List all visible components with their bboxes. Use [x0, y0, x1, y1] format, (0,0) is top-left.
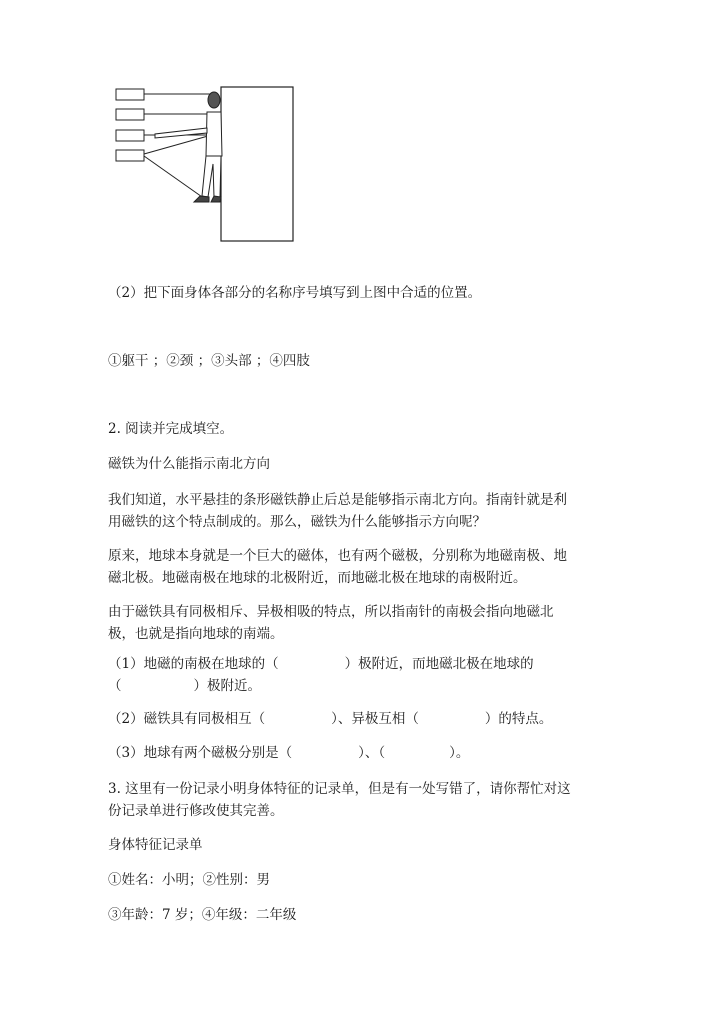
q3-title: 身体特征记录单 [108, 837, 203, 853]
q2-para3-line1: 由于磁铁具有同极相斥、异极相吸的特点，所以指南针的南极会指向地磁北 [108, 604, 554, 620]
q2-blank3-line [108, 742, 469, 764]
q2-para3-line2: 极，也就是指向地球的南端。 [108, 626, 284, 642]
body-diagram-svg [110, 84, 300, 244]
q1-instruction: （2）把下面身体各部分的名称序号填写到上图中合适的位置。 [108, 285, 482, 301]
blank1-d: ）极附近。 [193, 678, 261, 694]
q2-para1-line2: 用磁铁的这个特点制成的。那么，磁铁为什么能够指示方向呢？ [108, 514, 486, 530]
q2-title: 磁铁为什么能指示南北方向 [108, 456, 270, 472]
q2-para1-line1: 我们知道，水平悬挂的条形磁铁静止后总是能够指示南北方向。指南针就是利 [108, 492, 567, 508]
body-diagram-figure [110, 84, 300, 244]
blank2-b: ）、异极互相（ [331, 711, 419, 727]
label-box-2 [116, 109, 144, 120]
q3-row1: ①姓名：小明；②性别：男 [108, 872, 270, 888]
q3-heading-line1: 3. 这里有一份记录小明身体特征的记录单，但是有一处写错了，请你帮忙对这 [108, 781, 571, 797]
q2-blank1-line1 [108, 653, 534, 675]
blank3-b: ）、（ [358, 745, 386, 761]
blank2-c: ）的特点。 [484, 711, 553, 727]
q2-para2-line2: 磁北极。地磁南极在地球的北极附近，而地磁北极在地球的南极附近。 [108, 570, 527, 586]
q2-heading: 2. 阅读并完成填空。 [108, 421, 234, 437]
blank1-a: （1）地磁的南极在地球的（ [108, 656, 279, 672]
label-box-3 [116, 130, 144, 141]
blank2-a: （2）磁铁具有同极相互（ [108, 711, 266, 727]
blank1-b: ）极附近，而地磁北极在地球的 [344, 656, 534, 672]
label-box-1 [116, 89, 144, 100]
blank1-c: （ [108, 678, 122, 694]
person-figure [155, 92, 222, 202]
blank3-a: （3）地球有两个磁极分别是（ [108, 745, 293, 761]
q3-heading-line2: 份记录单进行修改使其完善。 [108, 803, 284, 819]
q3-row2: ③年龄：7 岁；④年级：二年级 [108, 907, 297, 923]
q1-options: ①躯干 ；②颈 ；③头部 ；④四肢 [108, 353, 310, 369]
panel-rect [221, 87, 293, 241]
q2-para2-line1: 原来，地球本身就是一个巨大的磁体，也有两个磁极，分别称为地磁南极、地 [108, 548, 567, 564]
blank3-c: ）。 [449, 745, 470, 761]
q2-blank1-line2 [108, 675, 261, 697]
label-box-4 [116, 150, 144, 161]
q2-blank2-line [108, 708, 552, 730]
